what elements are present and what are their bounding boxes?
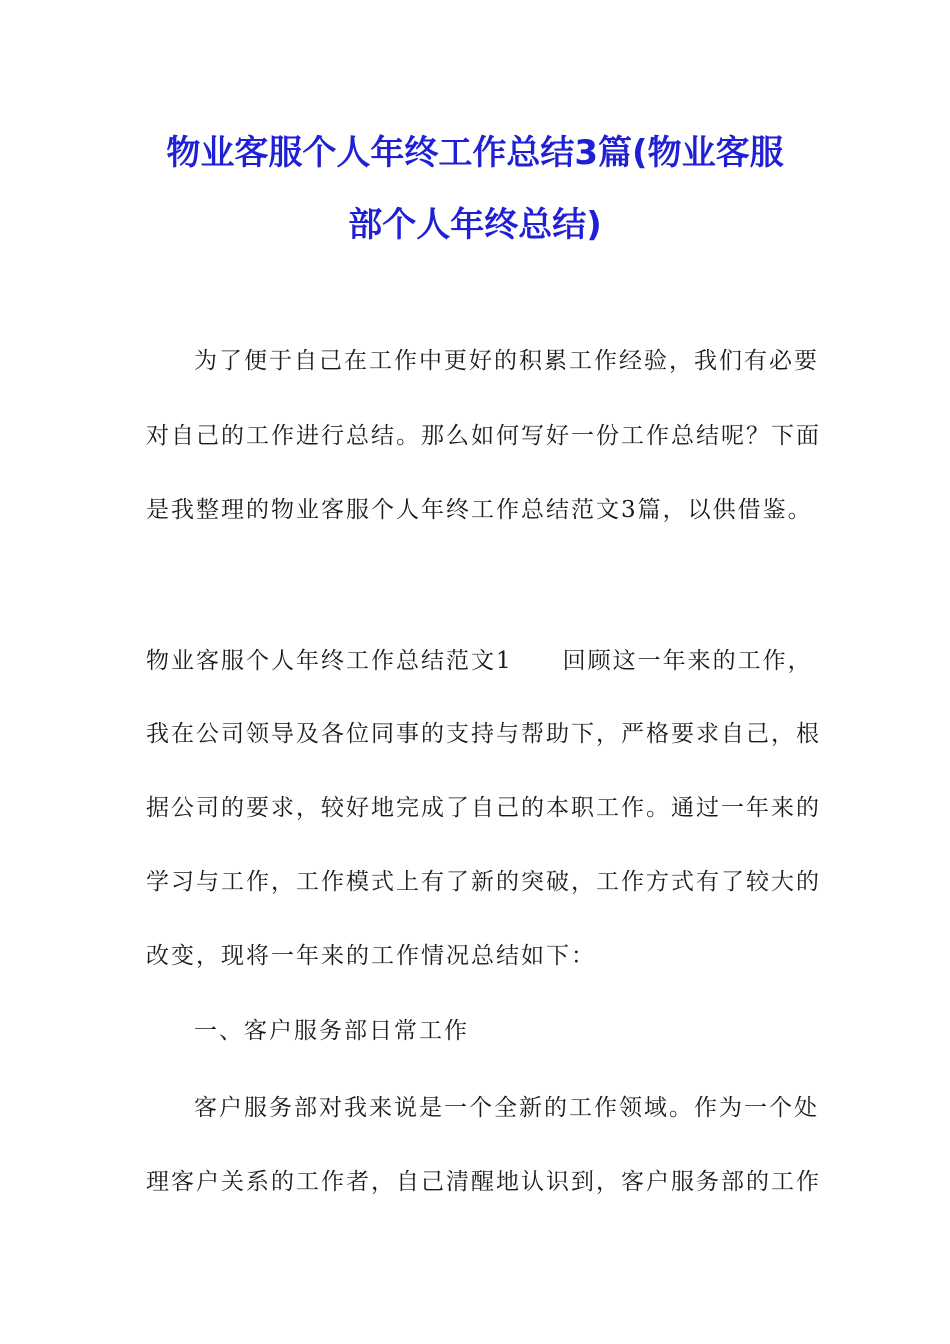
section1-line-4: 学习与工作，工作模式上有了新的突破，工作方式有了较大的: [146, 869, 821, 895]
para2-line-2: 理客户关系的工作者，自己清醒地认识到，客户服务部的工作: [146, 1169, 821, 1195]
section1-line-1: 物业客服个人年终工作总结范文1 回顾这一年来的工作，: [146, 648, 813, 674]
para2-line-1: 客户服务部对我来说是一个全新的工作领域。作为一个处: [194, 1095, 819, 1121]
intro-line-3: 是我整理的物业客服个人年终工作总结范文3篇，以供借鉴。: [146, 497, 813, 523]
section1-line-5: 改变，现将一年来的工作情况总结如下：: [146, 943, 596, 969]
section-heading-1: 一、客户服务部日常工作: [194, 1018, 469, 1044]
document-title-line-1: 物业客服个人年终工作总结3篇(物业客服: [166, 133, 784, 173]
section1-line-2: 我在公司领导及各位同事的支持与帮助下，严格要求自己，根: [146, 721, 821, 747]
document-title-line-2: 部个人年终总结): [348, 205, 602, 245]
intro-line-2: 对自己的工作进行总结。那么如何写好一份工作总结呢？下面: [146, 423, 821, 449]
section1-line-3: 据公司的要求，较好地完成了自己的本职工作。通过一年来的: [146, 795, 821, 821]
intro-line-1: 为了便于自己在工作中更好的积累工作经验，我们有必要: [194, 348, 819, 374]
